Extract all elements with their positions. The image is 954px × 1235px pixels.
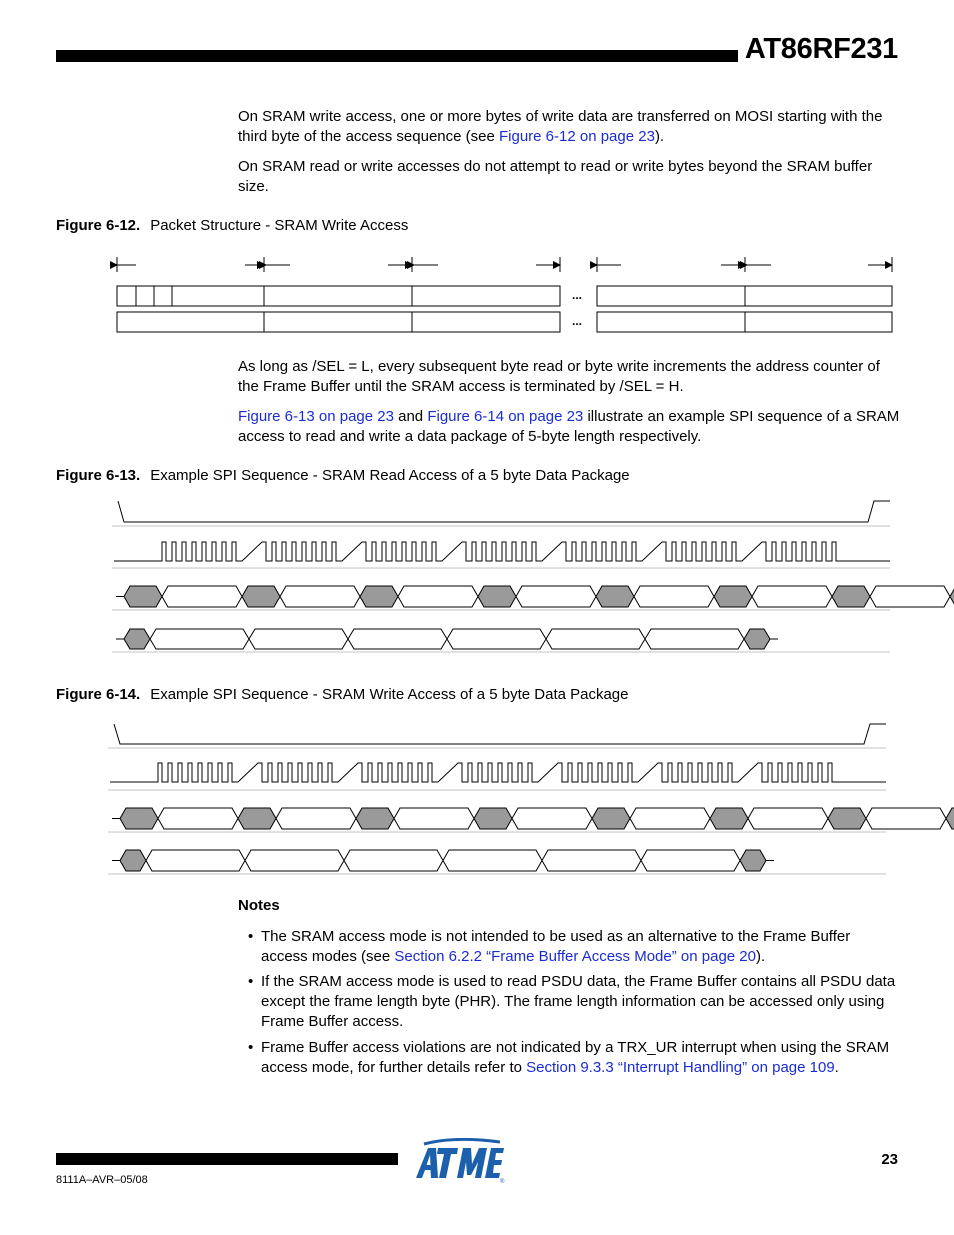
data-byte-segment [748,808,828,829]
paragraph-sel-behavior: As long as /SEL = L, every subsequent byte read or byte write increments the address counter of the Frame Buffer until the SRAM access is terminated by /SEL = H. [238,358,880,395]
notes-heading: Notes [238,897,280,914]
dont-care-segment [360,586,398,607]
and-text: and [393,408,428,425]
figure-6-14-link[interactable]: Figure 6-14 on page 23 [427,408,584,425]
data-byte-segment [447,629,546,649]
dont-care-segment [356,808,394,829]
dont-care-segment [740,850,766,871]
dont-care-segment [832,586,870,607]
data-byte-segment [641,850,740,871]
data-byte-segment [542,850,641,871]
intro-text-end: ). [654,128,665,145]
bullet: • [248,973,254,990]
dont-care-segment [710,808,748,829]
mosi-signal [112,808,954,829]
dont-care-segment [592,808,630,829]
miso-byte-row [117,312,892,332]
data-byte-segment [150,629,249,649]
section-9-3-3-link[interactable]: Section 9.3.3 “Interrupt Handling” on page 109 [526,1059,835,1076]
data-byte-segment [280,586,360,607]
sram-write-timing-diagram [0,718,954,883]
data-byte-segment [516,586,596,607]
data-byte-segment [398,586,478,607]
dont-care-segment [120,850,146,871]
dont-care-segment [124,629,150,649]
data-byte-segment [394,808,474,829]
note-text [248,927,898,967]
data-byte-segment [344,850,443,871]
dont-care-segment [124,586,162,607]
note-3-text: Frame Buffer access violations are not indicated by a TRX_UR interrupt when using the SRAM access mode, for further details refer to [261,1039,890,1076]
svg-text:®: ® [500,1179,505,1184]
data-byte-segment [249,629,348,649]
dont-care-segment [238,808,276,829]
figure-title: Example SPI Sequence - SRAM Read Access of a 5 byte Data Package [150,467,630,484]
dont-care-segment [478,586,516,607]
data-byte-segment [276,808,356,829]
footer-rule [56,1153,398,1165]
bullet: • [248,1039,254,1056]
data-byte-segment [512,808,592,829]
note-1-text: The SRAM access mode is not intended to be used as an alternative to the Frame Buffer access modes (see [261,928,851,965]
data-byte-segment [348,629,447,649]
packet-structure-diagram [0,250,954,340]
figure-6-14-caption [56,685,629,705]
figure-number: Figure 6-12. [56,217,141,234]
mosi-byte-row [117,286,892,306]
note-text [248,1038,898,1078]
data-byte-segment [245,850,344,871]
section-6-2-2-link[interactable]: Section 6.2.2 “Frame Buffer Access Mode” on page 20 [394,948,756,965]
figure-6-13-link[interactable]: Figure 6-13 on page 23 [238,408,394,425]
dont-care-segment [120,808,158,829]
document-title: AT86RF231 [744,33,898,65]
data-byte-segment [645,629,744,649]
data-byte-segment [443,850,542,871]
dont-care-segment [242,586,280,607]
ellipsis-upper: ... [572,288,583,302]
dont-care-segment [596,586,634,607]
figure-number: Figure 6-14. [56,686,141,703]
bullet: • [248,928,254,945]
data-byte-segment [634,586,714,607]
atmel-logo [414,1138,508,1184]
figure-title: Packet Structure - SRAM Write Access [150,217,409,234]
header-rule [56,50,738,62]
paragraph-figure-references [238,407,900,447]
sclk-signal [110,763,886,782]
data-byte-segment [546,629,645,649]
data-byte-segment [752,586,832,607]
dont-care-segment [714,586,752,607]
dont-care-segment [946,808,954,829]
note-item-3 [248,1038,898,1078]
dont-care-segment [744,629,770,649]
data-byte-segment [146,850,245,871]
figure-6-12-link[interactable]: Figure 6-12 on page 23 [498,128,655,145]
intro-text: On SRAM write access, one or more bytes of write data are transferred on MOSI starting with the third byte of the access sequence (see [238,108,883,145]
dont-care-segment [950,586,954,607]
note-2-text: If the SRAM access mode is used to read PSDU data, the Frame Buffer contains all PSDU data except the frame length byte (PHR). The frame length information can be accessed only using Frame Buffer access. [261,973,896,1030]
data-byte-segment [162,586,242,607]
dont-care-segment [828,808,866,829]
data-byte-segment [866,808,946,829]
miso-signal [112,850,774,871]
paragraph-text: illustrate an example SPI sequence of a SRAM access to read and write a data package of 5-byte length respectively. [238,408,900,445]
sel-signal [118,501,890,522]
data-byte-segment [630,808,710,829]
figure-6-12-caption [56,216,408,236]
mosi-signal [116,586,954,607]
dont-care-segment [474,808,512,829]
sclk-signal [114,542,890,561]
note-item-2 [248,972,898,1032]
document-code: 8111A–AVR–05/08 [56,1174,148,1186]
figure-title: Example SPI Sequence - SRAM Write Access of a 5 byte Data Package [150,686,629,703]
intro-paragraph-1 [238,107,900,147]
data-byte-segment [158,808,238,829]
page-number: 23 [881,1151,898,1168]
byte-width-markers [117,257,892,272]
intro-paragraph-2: On SRAM read or write accesses do not attempt to read or write bytes beyond the SRAM buffer size. [238,158,873,195]
sel-signal [114,724,886,744]
figure-number: Figure 6-13. [56,467,141,484]
note-item-1 [248,927,898,967]
ellipsis-lower: ... [572,314,583,328]
miso-signal [116,629,778,649]
figure-6-13-caption [56,466,630,486]
note-1-end: ). [755,948,766,965]
data-byte-segment [870,586,950,607]
note-3-end: . [834,1059,839,1076]
sram-read-timing-diagram [0,495,954,660]
